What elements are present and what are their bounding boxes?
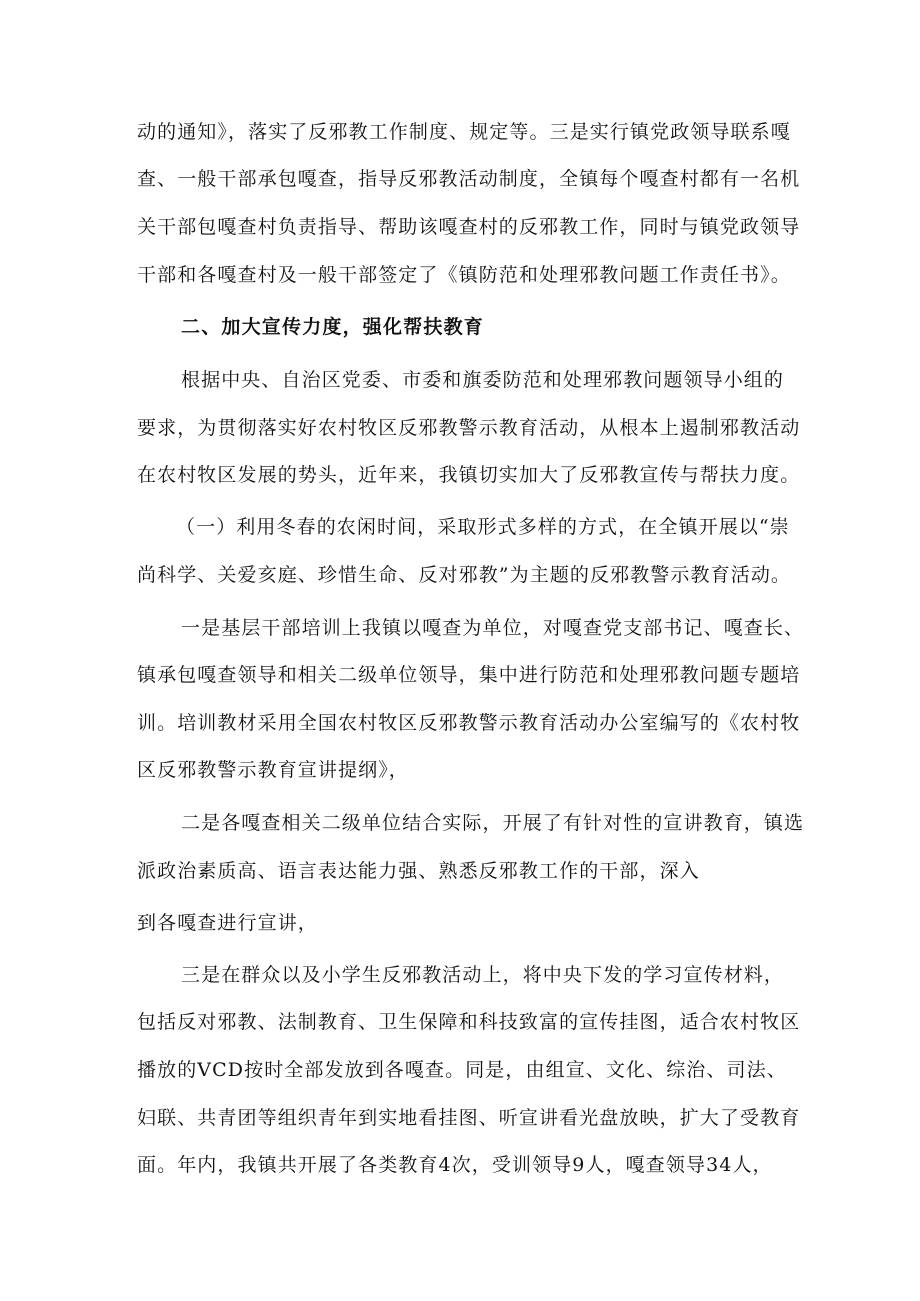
text-line: 面。年内，我镇共开展了各类教育4次，受训领导9人，嘎查领导34人， xyxy=(137,1154,773,1176)
text-line: 妇联、共青团等组织青年到实地看挂图、听宣讲看光盘放映，扩大了受教育 xyxy=(137,1107,801,1129)
text-line: 在农村牧区发展的势头，近年来，我镇切实加大了反邪教宣传与帮扶力度。 xyxy=(137,464,801,486)
text-line: 派政治素质高、语言表达能力强、熟悉反邪教工作的干部，深入 xyxy=(137,860,700,882)
text-line: 二是各嘎查相关二级单位结合实际，开展了有针对性的宣讲教育，镇选 xyxy=(181,812,805,834)
text-line: 干部和各嘎查村及一般干部签定了《镇防范和处理邪教问题工作责任书》。 xyxy=(137,264,791,286)
text-line: 训。培训教材采用全国农村牧区反邪教警示教育活动办公室编写的《农村牧 xyxy=(137,712,801,734)
text-line: 播放的VCD按时全部发放到各嘎查。同是，由组宣、文化、综治、司法、 xyxy=(137,1059,787,1081)
text-line: 镇承包嘎查领导和相关二级单位领导，集中进行防范和处理邪教问题专题培 xyxy=(137,664,801,686)
text-line: 动的通知》，落实了反邪教工作制度、规定等。三是实行镇党政领导联系嘎 xyxy=(137,121,791,143)
text-line: 三是在群众以及小学生反邪教活动上，将中央下发的学习宣传材料， xyxy=(181,964,785,986)
text-line: 要求，为贯彻落实好农村牧区反邪教警示教育活动，从根本上遏制邪教活动 xyxy=(137,417,801,439)
text-line: 关干部包嘎查村负责指导、帮助该嘎查村的反邪教工作，同时与镇党政领导 xyxy=(137,216,801,238)
text-line: 根据中央、自治区党委、市委和旗委防范和处理邪教问题领导小组的 xyxy=(181,369,785,391)
text-line: 查、一般干部承包嘎查，指导反邪教活动制度，全镇每个嘎查村都有一名机 xyxy=(137,168,801,190)
text-line: 尚科学、关爱亥庭、珍惜生命、反对邪教”为主题的反邪教警示教育活动。 xyxy=(137,564,792,586)
text-line: 到各嘎查进行宣讲， xyxy=(137,912,318,934)
text-line: 包括反对邪教、法制教育、卫生保障和科技致富的宣传挂图，适合农村牧区 xyxy=(137,1011,801,1033)
text-line: （一）利用冬春的农闲时间，采取形式多样的方式，在全镇开展以“崇 xyxy=(176,516,790,538)
text-line: 一是基层干部培训上我镇以嘎查为单位，对嘎查党支部书记、嘎查长、 xyxy=(181,617,805,639)
text-line: 区反邪教警示教育宣讲提纲》， xyxy=(137,759,409,781)
section-heading: 二、加大宣传力度，强化帮扶教育 xyxy=(181,316,485,338)
